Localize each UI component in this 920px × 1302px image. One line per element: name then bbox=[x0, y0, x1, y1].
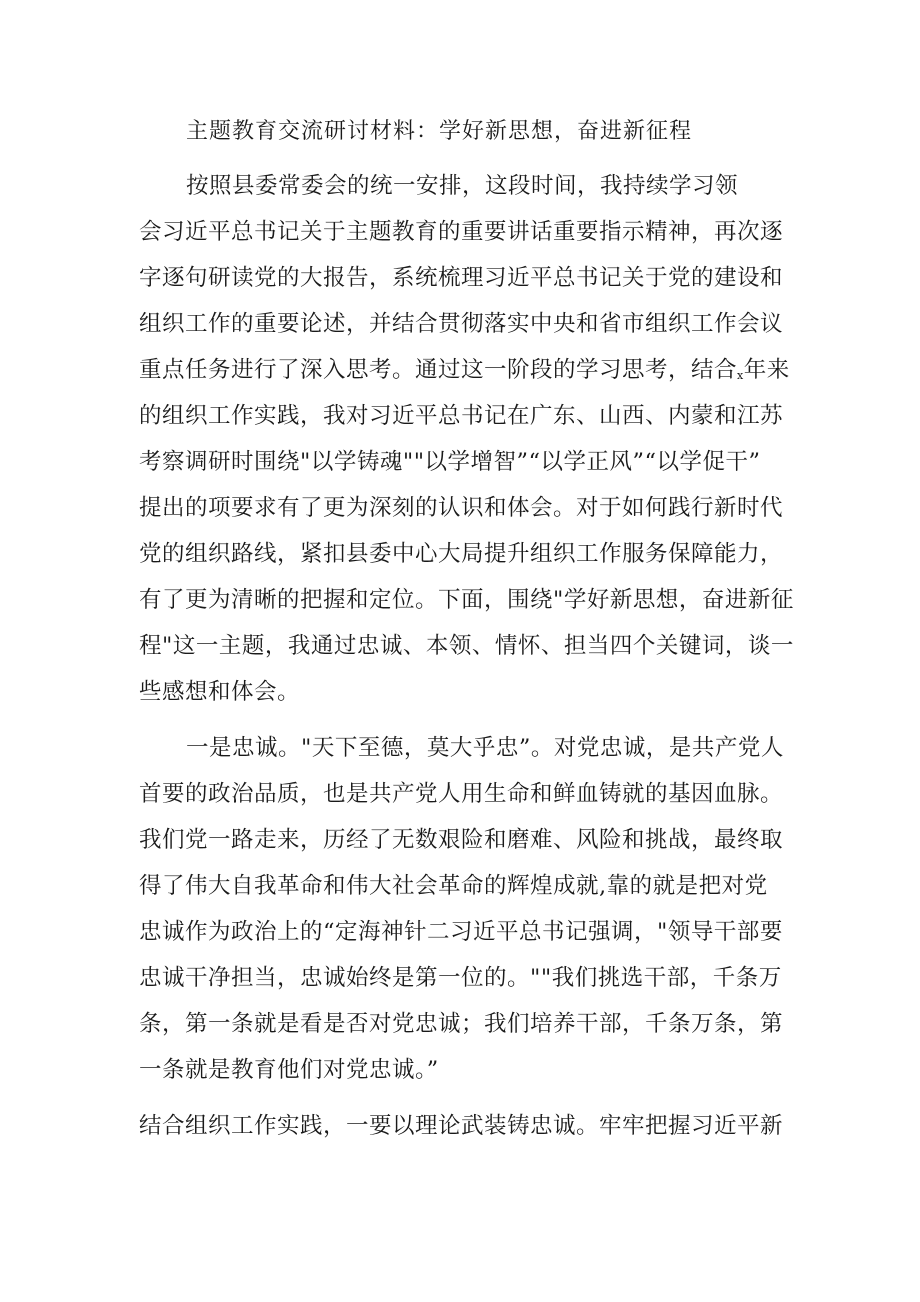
paragraph-1-line-1: 按照县委常委会的统一安排，这段时间，我持续学习领 bbox=[186, 173, 739, 199]
paragraph-2-line-2: 首要的政治品质，也是共产党人用生命和鲜血铸就的基因血脉。 bbox=[139, 781, 784, 807]
document-title: 主题教育交流研讨材料：学好新思想，奋进新征程 bbox=[186, 119, 693, 144]
line-5-text-b: 年来 bbox=[743, 357, 790, 383]
paragraph-1-line-7: 考察调研时围绕"以学铸魂""以学增智”“以学正风”“以学促干” bbox=[139, 449, 761, 475]
paragraph-1-line-4: 组织工作的重要论述，并结合贯彻落实中央和省市组织工作会议 bbox=[139, 311, 784, 337]
paragraph-3-line-1: 结合组织工作实践，一要以理论武装铸忠诚。牢牢把握习近平新 bbox=[139, 1113, 784, 1139]
paragraph-1-line-12: 些感想和体会。 bbox=[139, 679, 301, 705]
paragraph-2-line-8: 一条就是教育他们对党忠诚。” bbox=[139, 1057, 439, 1083]
paragraph-1-line-8: 提出的项要求有了更为深刻的认识和体会。对于如何践行新时代 bbox=[139, 495, 784, 521]
paragraph-1-line-6: 的组织工作实践，我对习近平总书记在广东、山西、内蒙和江苏 bbox=[139, 403, 784, 429]
paragraph-2-line-5: 忠诚作为政治上的“定海神针二习近平总书记强调，"领导干部要 bbox=[139, 919, 783, 945]
paragraph-2-line-4: 得了伟大自我革命和伟大社会革命的辉煌成就,靠的就是把对党 bbox=[139, 873, 768, 899]
paragraph-1-line-2: 会习近平总书记关于主题教育的重要讲话重要指示精神，再次逐 bbox=[139, 219, 784, 245]
paragraph-1-line-10: 有了更为清晰的把握和定位。下面，围绕"学好新思想，奋进新征 bbox=[139, 587, 794, 613]
paragraph-2-line-7: 条，第一条就是看是否对党忠诚；我们培养干部，千条万条，第 bbox=[139, 1011, 784, 1037]
paragraph-2-line-3: 我们党一路走来，历经了无数艰险和磨难、风险和挑战，最终取 bbox=[139, 827, 784, 853]
paragraph-1-line-5 bbox=[139, 352, 790, 384]
paragraph-2-line-6: 忠诚干净担当，忠诚始终是第一位的。""我们挑选干部，千条万 bbox=[139, 965, 782, 991]
paragraph-1-line-3: 字逐句研读党的大报告，系统梳理习近平总书记关于党的建设和 bbox=[139, 265, 784, 291]
paragraph-1-line-9: 党的组织路线，紧扣县委中心大局提升组织工作服务保障能力， bbox=[139, 541, 784, 567]
line-5-text-a: 重点任务进行了深入思考。通过这一阶段的学习思考，结合 bbox=[139, 357, 738, 383]
paragraph-2-line-1: 一是忠诚。"天下至德，莫大乎忠”。对党忠诚，是共产党人 bbox=[186, 735, 784, 761]
line-5-placeholder-x: x bbox=[737, 369, 744, 382]
paragraph-1-line-11: 程"这一主题，我通过忠诚、本领、情怀、担当四个关键词，谈一 bbox=[139, 633, 794, 659]
